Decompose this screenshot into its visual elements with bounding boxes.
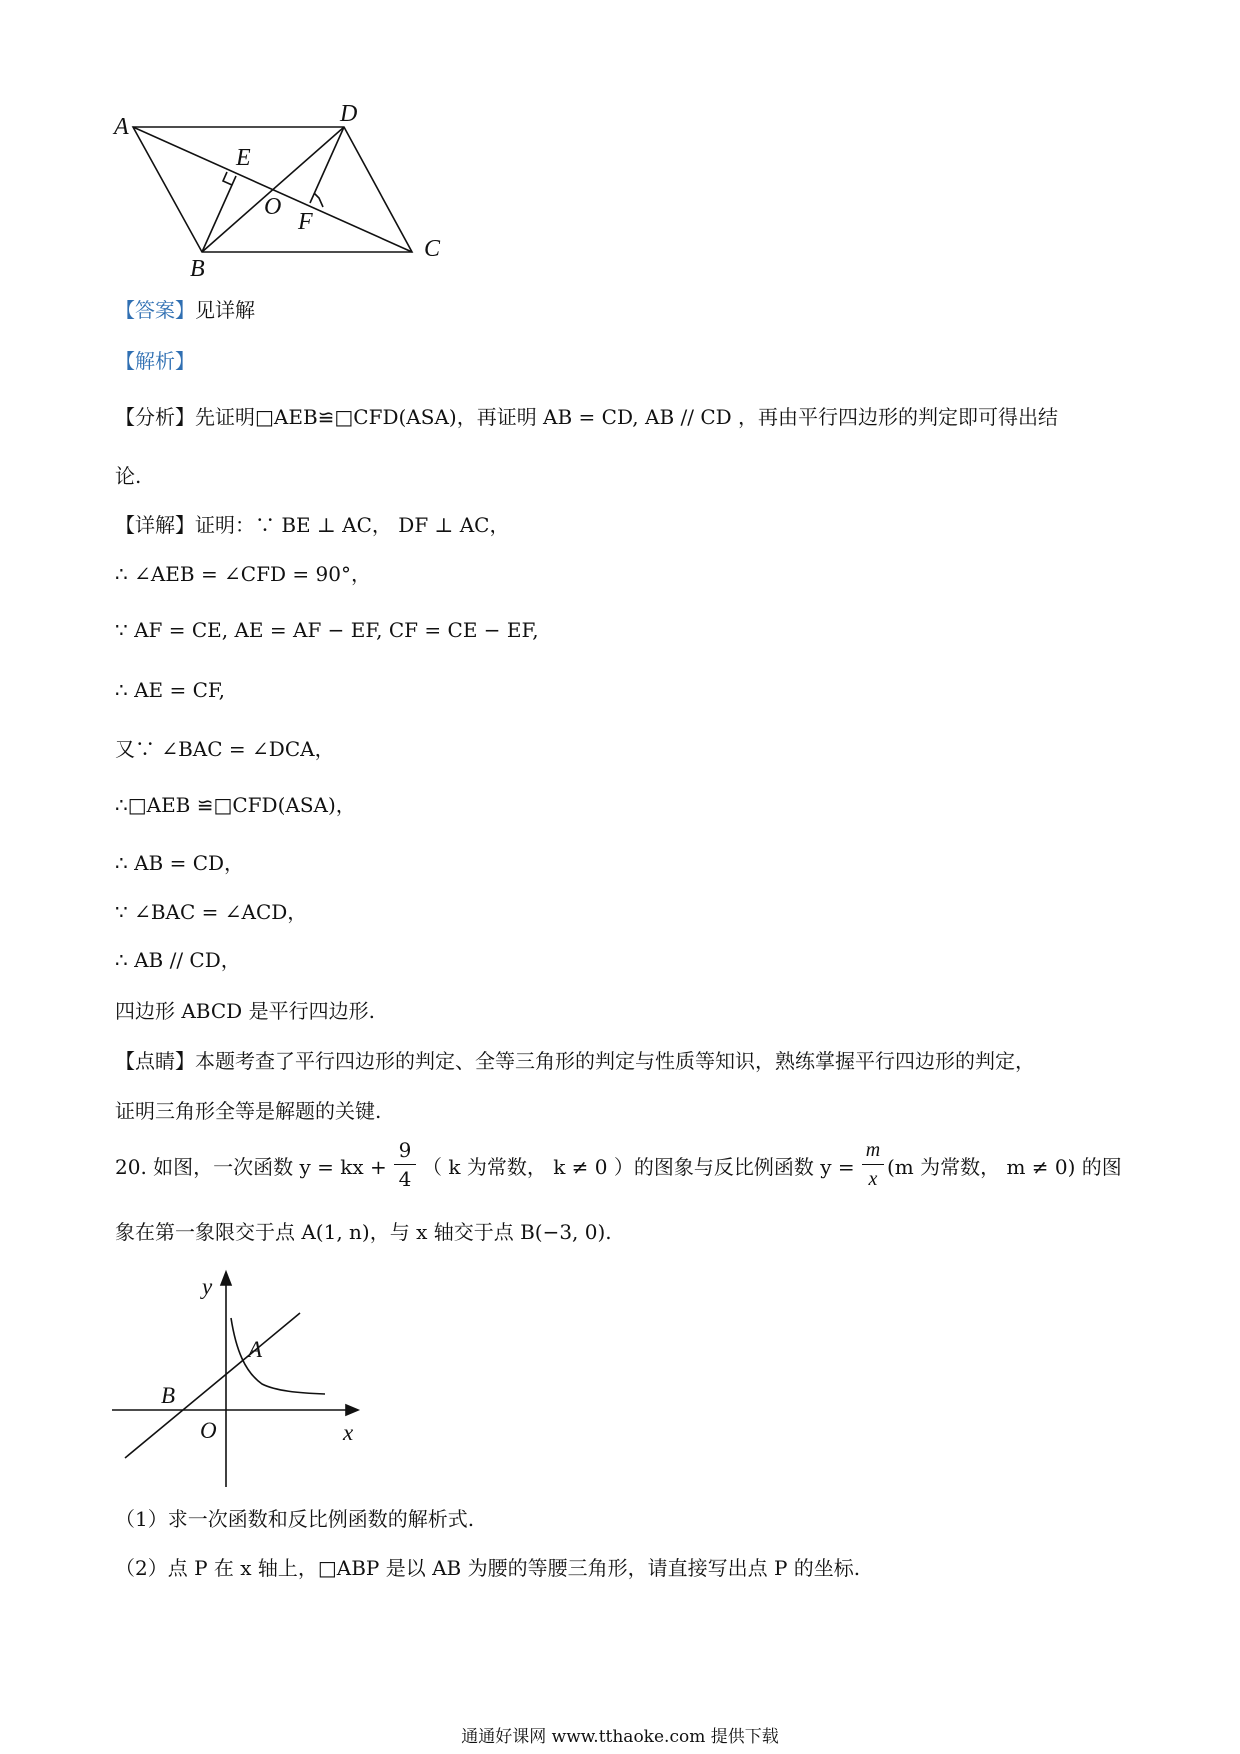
origin-label-o: O [200, 1418, 217, 1443]
detail-tag: 【详解】 [115, 513, 195, 537]
analysis-line-1 [115, 403, 1058, 431]
inverse-proportion-curve [231, 1318, 325, 1394]
detail-line-10: 四边形 ABCD 是平行四边形. [115, 999, 375, 1023]
detail-line-4: ∴ AE = CF, [115, 678, 226, 702]
x-axis-arrow [346, 1405, 358, 1415]
detail-line-9: ∴ AB // CD， [115, 948, 241, 972]
point-label-b: B [161, 1383, 176, 1408]
answer-text: 见详解 [195, 298, 255, 322]
y-axis-arrow [221, 1272, 231, 1285]
label-b: B [190, 256, 205, 282]
function-graph-figure [105, 1265, 375, 1495]
segment-be [202, 176, 236, 252]
comment-line-1 [115, 1047, 1035, 1075]
analysis-text-1: 先证明□AEB≌□CFD(ASA)，再证明 AB = CD, AB // CD ，再由平行四边形的判定即可得出结 [195, 405, 1059, 429]
right-angle-mark-e [223, 172, 232, 185]
question-2: （2）点 P 在 x 轴上，□ABP 是以 AB 为腰的等腰三角形，请直接写出点 P 的坐标. [115, 1556, 861, 1580]
q20-mid1: （ k 为常数， k ≠ 0 ）的图象与反比例函数 y = [422, 1155, 855, 1179]
analysis-tag: 【分析】 [115, 405, 195, 429]
comment-line-2: 证明三角形全等是解题的关键. [115, 1099, 382, 1123]
q20-fraction-9-4 [394, 1138, 416, 1191]
q20-frac1-num: 9 [398, 1138, 412, 1162]
q20-line-2: 象在第一象限交于点 A(1, n)，与 x 轴交于点 B(−3, 0). [115, 1220, 612, 1244]
q20-frac2-num: m [865, 1139, 881, 1161]
label-c: C [424, 236, 441, 262]
axis-label-x: x [343, 1420, 354, 1445]
comment-tag: 【点睛】 [115, 1049, 195, 1073]
detail-line-1 [115, 511, 509, 539]
q20-intro: 20. 如图，一次函数 y = kx + [115, 1155, 387, 1179]
detail-line-2: ∴ ∠AEB = ∠CFD = 90°， [115, 562, 371, 586]
label-f: F [298, 209, 313, 235]
q20-mid2: (m 为常数， m ≠ 0) 的图 [887, 1155, 1122, 1179]
analysis-heading: 【解析】 [115, 349, 195, 373]
fraction-bar [862, 1164, 884, 1165]
comment-text-1: 本题考查了平行四边形的判定、全等三角形的判定与性质等知识，熟练掌握平行四边形的判定， [195, 1049, 1035, 1073]
detail-line-7: ∴ AB = CD， [115, 851, 245, 875]
detail-line-3: ∵ AF = CE, AE = AF − EF, CF = CE − EF, [115, 618, 539, 642]
detail-line-8: ∵ ∠BAC = ∠ACD， [115, 900, 308, 924]
point-label-a: A [248, 1337, 263, 1362]
detail-text-1: 证明：∵ BE ⊥ AC， DF ⊥ AC， [195, 513, 510, 537]
q20-frac2-den: x [868, 1168, 878, 1190]
parallelogram-figure [100, 95, 460, 285]
detail-line-5: 又∵ ∠BAC = ∠DCA， [115, 737, 335, 761]
label-a: A [114, 114, 129, 140]
analysis-line-2: 论. [115, 464, 142, 488]
label-d: D [340, 101, 358, 127]
diagonal-bd [202, 127, 344, 252]
axis-label-y: y [202, 1274, 213, 1299]
fraction-bar [394, 1164, 416, 1165]
detail-line-6: ∴□AEB ≌□CFD(ASA)， [115, 793, 356, 817]
right-angle-mark-f [314, 193, 323, 207]
page-footer: 通通好课网 www.tthaoke.com 提供下载 [461, 1727, 779, 1747]
segment-df [310, 127, 344, 203]
answer-line [115, 296, 255, 324]
q20-frac1-den: 4 [398, 1167, 412, 1191]
label-o: O [264, 194, 282, 220]
question-1: （1）求一次函数和反比例函数的解析式. [115, 1507, 475, 1531]
q20-fraction-m-x [862, 1138, 884, 1191]
label-e: E [236, 145, 251, 171]
answer-tag: 【答案】 [115, 298, 195, 322]
